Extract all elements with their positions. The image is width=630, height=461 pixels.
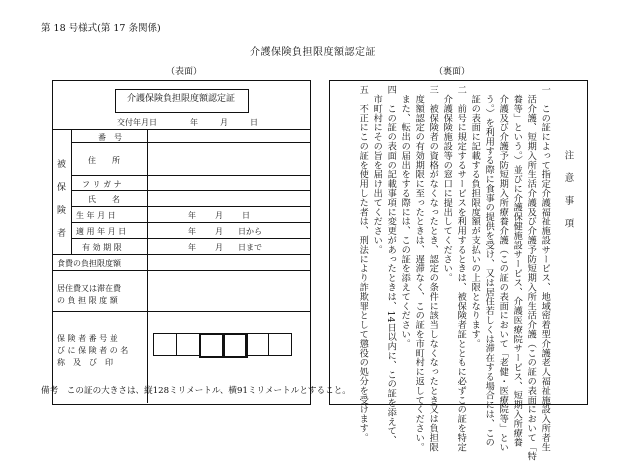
field-expiry-label: 有 効 期 限 bbox=[82, 243, 122, 252]
food-cost-label: 食費の負担限度額 bbox=[57, 259, 121, 268]
note-line: 市町村にその旨を届け出てください。 bbox=[371, 85, 383, 255]
grid-line bbox=[71, 222, 311, 223]
note-line: 四 この証の表面の記載事項に変更があったときは、14日以内に、この証を添えて、 bbox=[385, 85, 397, 445]
note-line: また、転出の届出をする際には、この証を添えてください。 bbox=[399, 85, 411, 349]
back-face-label: （裏面） bbox=[434, 67, 471, 77]
issue-day-unit: 日 bbox=[250, 118, 258, 127]
apply-from-suffix: 日から bbox=[238, 227, 262, 236]
insurer-number-box bbox=[245, 333, 269, 356]
field-furigana-label: フ リ ガ ナ bbox=[82, 180, 122, 189]
note-line: 一 この証によって指定介護福祉施設サービス、地域密着型介護老人福祉施設入所者生 bbox=[539, 85, 551, 452]
document-title: 介護保険負担限度額認定証 bbox=[250, 47, 376, 58]
note-line: 介護及び介護予防短期入所療養介護（この証の表面において「老健・医療院等」とい bbox=[497, 85, 509, 452]
card-title: 介護保険負担限度額認定証 bbox=[126, 94, 235, 104]
insured-label-char: 被 bbox=[57, 160, 67, 170]
birth-year-unit: 年 bbox=[188, 211, 196, 220]
field-number-label: 番 号 bbox=[98, 133, 122, 142]
insured-label-char: 険 bbox=[57, 206, 67, 216]
issue-month-unit: 月 bbox=[220, 118, 228, 127]
insurer-number-box bbox=[153, 333, 177, 356]
insured-label-char: 保 bbox=[57, 183, 67, 193]
grid-line bbox=[52, 311, 311, 312]
note-line: 五 不正にこの証を使用した者は、刑法により詐欺罪として懲役の処分を受けます。 bbox=[357, 85, 369, 443]
grid-line bbox=[52, 270, 311, 271]
note-line: う。）を利用する際に食事の提供を受け、又は居住若しくは滞在する場合には、この bbox=[483, 85, 495, 447]
notes-heading: 注 意 事 項 bbox=[562, 150, 574, 230]
birth-month-unit: 月 bbox=[215, 211, 223, 220]
grid-line bbox=[71, 206, 311, 207]
grid-line bbox=[52, 254, 311, 255]
expiry-month-unit: 月 bbox=[215, 243, 223, 252]
insurer-label-2: び に 保 険 者 の 名 bbox=[57, 346, 129, 355]
issue-date-label: 交付年月日 bbox=[117, 118, 157, 127]
insurer-number-box bbox=[176, 333, 200, 356]
birth-day-unit: 日 bbox=[242, 211, 250, 220]
field-apply-date-label: 適 用 年 月 日 bbox=[76, 227, 127, 236]
form-number: 第 18 号様式(第 17 条関係) bbox=[41, 23, 161, 34]
grid-line bbox=[52, 129, 311, 130]
expiry-until-suffix: 日まで bbox=[238, 243, 262, 252]
apply-year-unit: 年 bbox=[188, 227, 196, 236]
apply-month-unit: 月 bbox=[215, 227, 223, 236]
front-face-label: （表面） bbox=[166, 67, 203, 77]
residence-cost-label-2: の 負 担 限 度 額 bbox=[57, 296, 118, 305]
note-line: 度額認定の有効期限に至ったときは、遅滞なく、この証を市町村に返してください。 bbox=[413, 85, 425, 452]
insurer-number-box bbox=[268, 333, 292, 356]
grid-line bbox=[147, 129, 148, 403]
note-line: 活介護、短期入所生活介護及び介護予防短期入所生活介護（この証の表面において「特 bbox=[525, 85, 537, 461]
note-line: 介護保険施設等の窓口に提出してください。 bbox=[441, 85, 453, 283]
grid-line bbox=[71, 238, 311, 239]
note-line: 二 前号に規定するサービスを利用するときは、被保険者証とともに必ずこの証を特定 bbox=[455, 85, 467, 452]
field-birthdate-label: 生 年 月 日 bbox=[76, 211, 116, 220]
issue-year-unit: 年 bbox=[190, 118, 198, 127]
footnote: 備考 この証の大きさは、縦128ミリメートル、横91ミリメートルとすること。 bbox=[41, 386, 351, 396]
note-line: 証の表面に記載する負担限度額が支払いの上限となります。 bbox=[469, 85, 481, 349]
issue-date-row bbox=[117, 117, 307, 127]
grid-line bbox=[71, 129, 72, 254]
grid-line bbox=[71, 175, 311, 176]
expiry-year-unit: 年 bbox=[188, 243, 196, 252]
insurer-label-3: 称 及 び 印 bbox=[57, 358, 113, 367]
field-name-label: 氏 名 bbox=[88, 195, 120, 204]
residence-cost-label-1: 居住費又は滞在費 bbox=[57, 284, 121, 293]
note-line: 三 被保険者の資格がなくなったとき、認定の条件に該当しなくなったとき又は負担限 bbox=[427, 85, 439, 452]
field-address-label: 住 所 bbox=[88, 156, 120, 165]
note-line: 養等」という。）並びに介護保健施設サービス、介護医療院サービス、短期入所療養 bbox=[511, 85, 523, 447]
insured-label-char: 者 bbox=[57, 229, 67, 239]
insurer-label-1: 保 険 者 番 号 並 bbox=[57, 334, 118, 343]
grid-line bbox=[71, 190, 311, 191]
